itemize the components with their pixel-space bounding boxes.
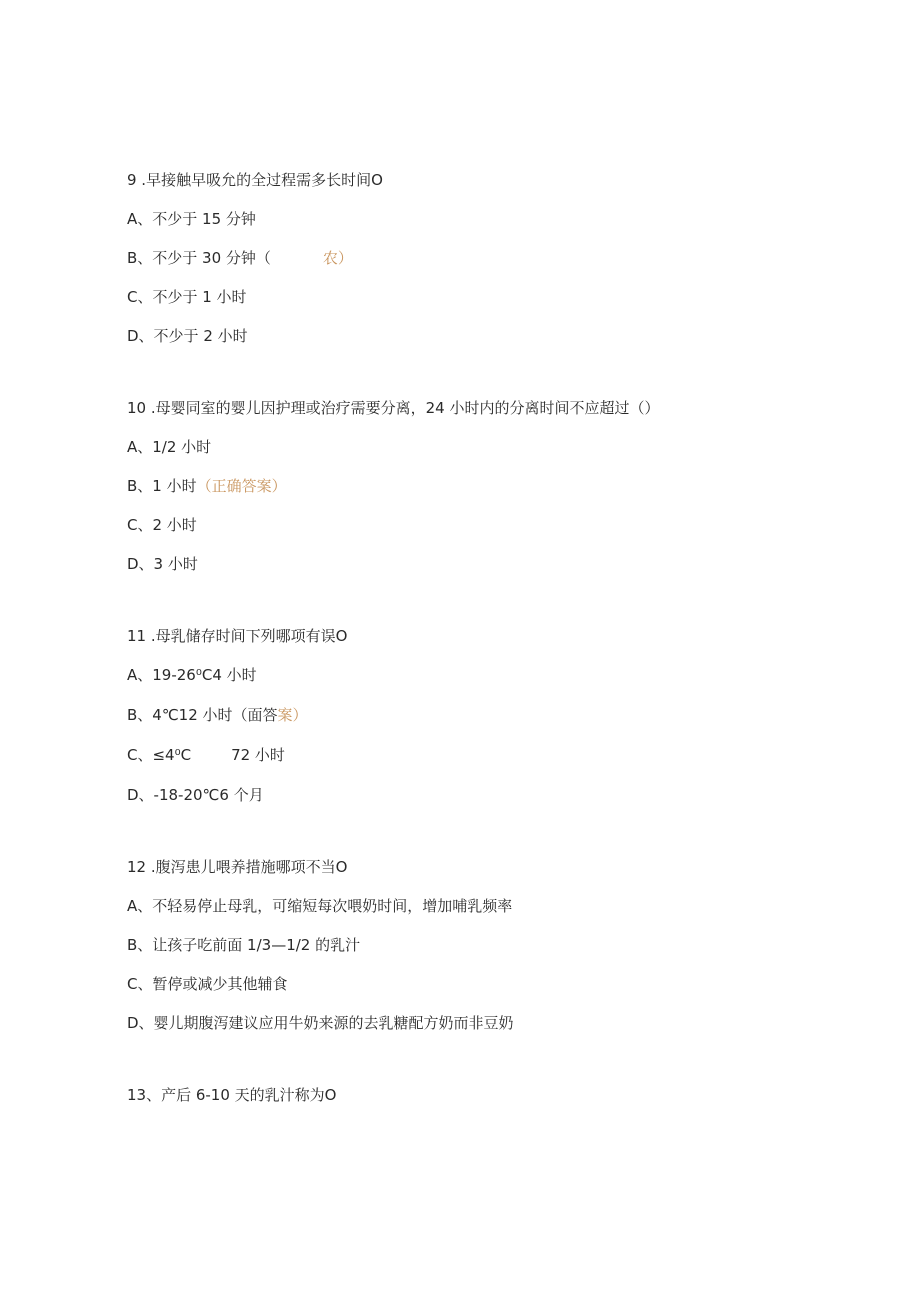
question-11-option-c-text: C、≤4⁰C	[127, 746, 192, 764]
question-12-option-a: A、不轻易停止母乳，可缩短每次喂奶时间，增加哺乳频率	[127, 897, 513, 915]
question-11-option-b	[127, 705, 308, 725]
question-10-stem: 10 .母婴同室的婴儿因护理或治疗需要分离，24 小时内的分离时间不应超过（）	[127, 399, 660, 417]
question-12-option-d: D、婴儿期腹泻建议应用牛奶来源的去乳糖配方奶而非豆奶	[127, 1014, 514, 1032]
question-10-option-a: A、1/2 小时	[127, 438, 212, 456]
question-9-option-a: A、不少于 15 分钟	[127, 210, 256, 228]
question-9-answer-mark: 农）	[322, 249, 353, 267]
question-11-option-c-duration: 72 小时	[231, 746, 285, 764]
question-9-stem: 9 .早接触早吸允的全过程需多长时间O	[127, 171, 383, 189]
question-11-option-d: D、-18-20℃6 个月	[127, 786, 264, 804]
question-12-stem: 12 .腹泻患儿喂养措施哪项不当O	[127, 858, 348, 876]
question-11-answer-mark: 案）	[277, 706, 308, 724]
question-10-option-c: C、2 小时	[127, 516, 197, 534]
question-9-option-d: D、不少于 2 小时	[127, 327, 248, 345]
question-10-answer-mark: （正确答案）	[196, 477, 287, 495]
question-10-option-d: D、3 小时	[127, 555, 198, 573]
question-9-option-b-text: B、不少于 30 分钟（	[127, 249, 271, 267]
question-12-option-c: C、暂停或减少其他辅食	[127, 975, 288, 993]
question-9-option-c: C、不少于 1 小时	[127, 288, 247, 306]
question-11-option-b-text: B、4℃12 小时（面答	[127, 706, 278, 724]
question-10-option-b	[127, 476, 287, 496]
question-11-stem: 11 .母乳储存时间下列哪项有误O	[127, 627, 348, 645]
question-12-option-b: B、让孩子吃前面 1/3—1/2 的乳汁	[127, 936, 361, 954]
question-11-option-a: A、19-26⁰C4 小时	[127, 666, 257, 684]
question-13-stem: 13、产后 6-10 天的乳汁称为O	[127, 1086, 337, 1104]
question-10-option-b-text: B、1 小时	[127, 477, 197, 495]
question-9-option-b	[127, 248, 353, 268]
question-11-option-c	[127, 745, 285, 765]
